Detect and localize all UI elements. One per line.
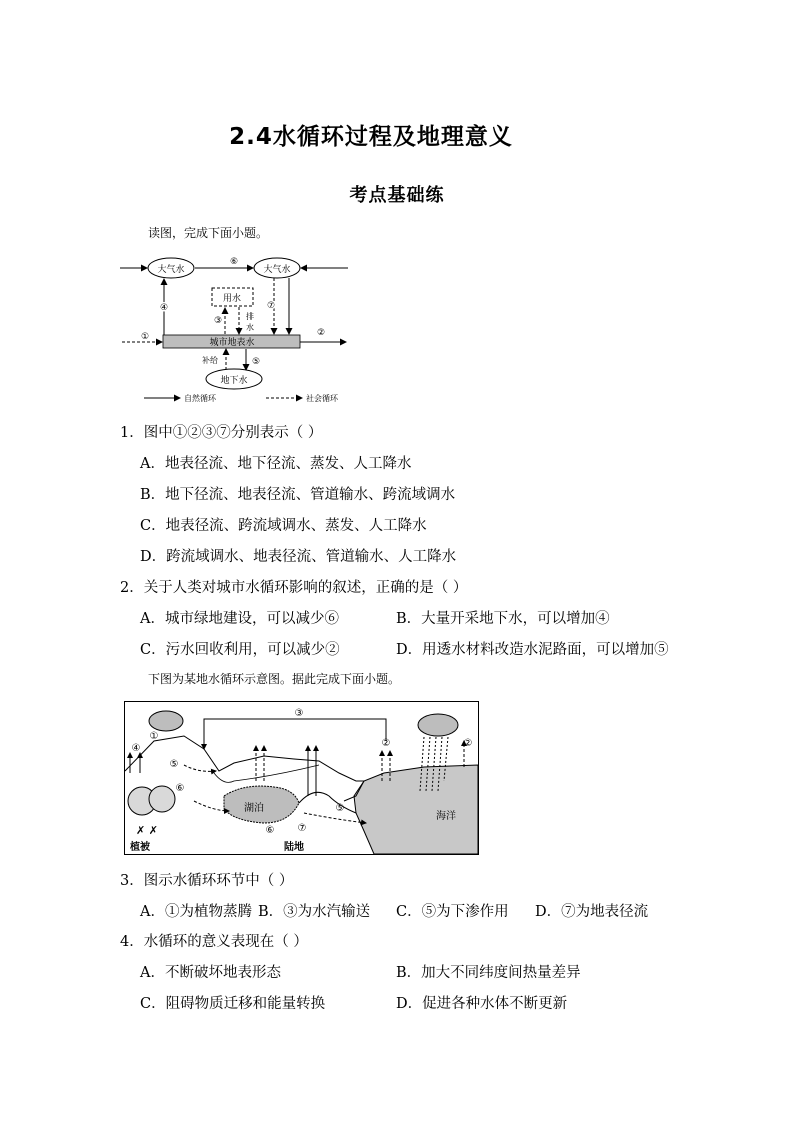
cloud-left-icon	[149, 711, 183, 731]
label-7: ⑦	[266, 301, 276, 311]
q2-option-c[interactable]: C．污水回收利用，可以减少②	[140, 642, 340, 658]
q1-option-c[interactable]: C．地表径流、跨流域调水、蒸发、人工降水	[140, 518, 427, 534]
atmos-left-label: 大气水	[157, 265, 185, 275]
label-4: ④	[159, 303, 169, 313]
fig2-label-4: ④	[131, 743, 141, 754]
atmos-right-label: 大气水	[263, 265, 291, 275]
regional-water-cycle-diagram	[124, 701, 480, 856]
question-3-stem: 3．图示水循环环节中（ ）	[120, 873, 294, 889]
land-label: 陆地	[284, 842, 304, 853]
fig2-label-5b: ⑤	[335, 803, 345, 814]
intro-text-2: 下图为某地水循环示意图。据此完成下面小题。	[148, 672, 401, 686]
label-1: ①	[140, 332, 150, 342]
label-3: ③	[213, 316, 223, 326]
q3-option-a[interactable]: A．①为植物蒸腾	[140, 904, 252, 920]
q2-option-a[interactable]: A．城市绿地建设，可以减少⑥	[140, 611, 339, 627]
use-water-label: 用水	[222, 294, 242, 304]
label-5: ⑤	[251, 357, 261, 367]
q4-option-d[interactable]: D．促进各种水体不断更新	[396, 996, 568, 1012]
question-4-stem: 4．水循环的意义表现在（ ）	[120, 934, 308, 950]
section-subtitle: 考点基础练	[349, 185, 445, 206]
groundwater-label: 地下水	[220, 376, 248, 386]
page-title: 2.4水循环过程及地理意义	[229, 124, 513, 150]
q2-option-b[interactable]: B．大量开采地下水，可以增加④	[396, 611, 610, 627]
q3-option-c[interactable]: C．⑤为下渗作用	[396, 904, 509, 920]
drain-label-2: 水	[246, 323, 254, 332]
ocean-label: 海洋	[436, 811, 456, 822]
question-2-stem: 2．关于人类对城市水循环影响的叙述，正确的是（ ）	[120, 580, 468, 596]
svg-text:✗ ✗: ✗ ✗	[136, 824, 158, 837]
q1-option-a[interactable]: A．地表径流、地下径流、蒸发、人工降水	[140, 456, 412, 472]
legend-social-label: 社会循环	[306, 394, 338, 403]
fig2-label-2b: ②	[463, 738, 473, 749]
fig2-label-6a: ⑥	[175, 783, 185, 794]
q1-option-d[interactable]: D．跨流域调水、地表径流、管道输水、人工降水	[140, 549, 457, 565]
legend-natural-label: 自然循环	[184, 394, 216, 403]
lake-label: 湖泊	[244, 803, 264, 814]
fig2-label-5a: ⑤	[169, 759, 179, 770]
ocean-area	[354, 765, 478, 854]
fig2-label-2a: ②	[381, 738, 391, 749]
urban-surface-label: 城市地表水	[209, 338, 255, 348]
q4-option-b[interactable]: B．加大不同纬度间热量差异	[396, 965, 581, 981]
label-6: ⑥	[229, 257, 239, 267]
drain-label: 排	[246, 312, 254, 321]
intro-text-1: 读图，完成下面小题。	[148, 226, 269, 240]
fig2-label-6b: ⑥	[265, 825, 275, 836]
q4-option-c[interactable]: C．阻碍物质迁移和能量转换	[140, 996, 326, 1012]
q3-option-b[interactable]: B．③为水汽输送	[258, 904, 371, 920]
label-2: ②	[316, 328, 326, 338]
fig2-label-7: ⑦	[297, 823, 307, 834]
q1-option-b[interactable]: B．地下径流、地表径流、管道输水、跨流域调水	[140, 487, 456, 503]
q2-option-d[interactable]: D．用透水材料改造水泥路面，可以增加⑤	[396, 642, 669, 658]
q4-option-a[interactable]: A．不断破坏地表形态	[140, 965, 281, 981]
q3-option-d[interactable]: D．⑦为地表径流	[535, 904, 649, 920]
fig2-label-1: ①	[149, 731, 159, 742]
urban-water-cycle-diagram	[116, 250, 356, 408]
cloud-right-icon	[418, 714, 458, 736]
fig2-label-3: ③	[294, 708, 304, 719]
vegetation-label: 植被	[130, 842, 150, 853]
question-1-stem: 1．图中①②③⑦分别表示（ ）	[120, 425, 323, 441]
recharge-label: 补给	[202, 356, 218, 365]
